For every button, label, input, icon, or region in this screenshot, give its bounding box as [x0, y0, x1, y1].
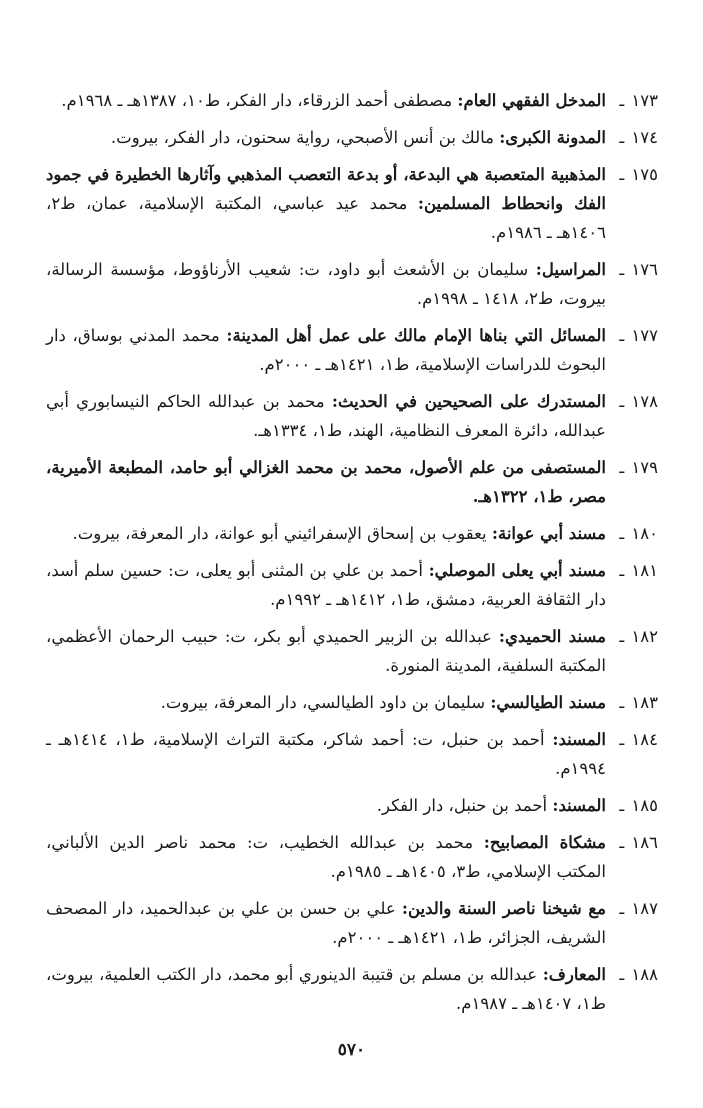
entry-title: المذهبية المتعصبة هي البدعة، أو بدعة التعصب المذهبي وآثارها الخطيرة في جمود الفك وانحطاط المسلمين:: [46, 165, 606, 213]
entry-number: ١٨٧ ـ: [619, 899, 658, 918]
bibliography-entry: [46, 688, 658, 717]
entry-details: عبدالله بن مسلم بن قتيبة الدينوري أبو محمد، دار الكتب العلمية، بيروت، ط١، ١٤٠٧هـ ـ ١٩٨٧م.: [46, 965, 606, 1013]
entry-title: مع شيخنا ناصر السنة والدين:: [401, 899, 607, 918]
entry-number: ١٧٣ ـ: [619, 91, 658, 110]
entry-number: ١٨٨ ـ: [619, 965, 658, 984]
entry-title: المسند:: [552, 796, 606, 815]
bibliography-entry: [46, 387, 658, 445]
entry-title: مسند أبي يعلى الموصلي:: [428, 561, 606, 580]
entry-number: ١٧٦ ـ: [619, 260, 658, 279]
entry-details: سليمان بن الأشعث أبو داود، ت: شعيب الأرناؤوط، مؤسسة الرسالة، بيروت، ط٢، ١٤١٨ ـ ١٩٩٨م.: [46, 260, 606, 308]
entry-number: ١٨٢ ـ: [619, 627, 658, 646]
bibliography-entry: [46, 86, 658, 115]
bibliography-entry: [46, 453, 658, 511]
entry-title: المدونة الكبرى:: [499, 128, 606, 147]
entry-details: أحمد بن حنبل، دار الفكر.: [376, 796, 548, 815]
bibliography-entry: [46, 519, 658, 548]
entry-number: ١٧٩ ـ: [619, 458, 658, 477]
bibliography-entry: [46, 622, 658, 680]
entry-details: أحمد بن علي بن المثنى أبو يعلى، ت: حسين سلم أسد، دار الثقافة العربية، دمشق، ط١، ١٤١٢هـ ـ ١٩٩٢م.: [46, 561, 606, 609]
entry-number: ١٨٥ ـ: [619, 796, 658, 815]
entry-title: المستدرك على الصحيحين في الحديث:: [331, 392, 607, 411]
bibliography-entry: [46, 556, 658, 614]
entry-number: ١٧٤ ـ: [619, 128, 658, 147]
entry-title: مشكاة المصابيح:: [483, 833, 607, 852]
entry-title: المسائل التي بناها الإمام مالك على عمل أهل المدينة:: [226, 326, 607, 345]
entry-title: المستصفى من علم الأصول، محمد بن محمد الغزالي أبو حامد، المطبعة الأميرية، مصر، ط١، ١٣٢٢هـ.: [46, 458, 606, 506]
entry-title: المراسيل:: [535, 260, 606, 279]
bibliography-entry: [46, 828, 658, 886]
bibliography-entry: [46, 894, 658, 952]
bibliography-entry: [46, 123, 658, 152]
entry-number: ١٨٣ ـ: [619, 693, 658, 712]
entry-title: المعارف:: [542, 965, 606, 984]
entry-title: مسند الحميدي:: [498, 627, 607, 646]
entry-number: ١٧٧ ـ: [619, 326, 658, 345]
entry-number: ١٧٨ ـ: [619, 392, 658, 411]
bibliography-entry: [46, 960, 658, 1018]
entry-number: ١٨٦ ـ: [619, 833, 658, 852]
entry-details: يعقوب بن إسحاق الإسفرائيني أبو عوانة، دار المعرفة، بيروت.: [72, 524, 487, 543]
bibliography-entry: [46, 725, 658, 783]
entry-details: محمد بن عبدالله الخطيب، ت: محمد ناصر الدين الألباني، المكتب الإسلامي، ط٣، ١٤٠٥هـ ـ ١٩٨٥م.: [46, 833, 606, 881]
entry-number: ١٧٥ ـ: [619, 165, 658, 184]
entry-details: محمد بن عبدالله الحاكم النيسابوري أبي عبدالله، دائرة المعرف النظامية، الهند، ط١، ١٣٣٤هـ.: [46, 392, 606, 440]
entry-number: ١٨٠ ـ: [619, 524, 658, 543]
entry-title: مسند أبي عوانة:: [491, 524, 606, 543]
entry-details: مالك بن أنس الأصبحي، رواية سحنون، دار الفكر، بيروت.: [110, 128, 494, 147]
entry-title: المسند:: [552, 730, 606, 749]
bibliography-list: [46, 86, 658, 1026]
entry-number: ١٨٤ ـ: [619, 730, 658, 749]
entry-details: مصطفى أحمد الزرقاء، دار الفكر، ط١٠، ١٣٨٧هـ ـ ١٩٦٨م.: [61, 91, 453, 110]
entry-details: علي بن حسن بن علي بن عبدالحميد، دار المصحف الشريف، الجزائر، ط١، ١٤٢١هـ ـ ٢٠٠٠م.: [46, 899, 606, 947]
entry-number: ١٨١ ـ: [619, 561, 658, 580]
entry-details: محمد المدني بوساق، دار البحوث للدراسات الإسلامية، ط١، ١٤٢١هـ ـ ٢٠٠٠م.: [46, 326, 606, 374]
entry-details: عبدالله بن الزبير الحميدي أبو بكر، ت: حبيب الرحمان الأعظمي، المكتبة السلفية، المدينة المنورة.: [46, 627, 606, 675]
entry-details: سليمان بن داود الطيالسي، دار المعرفة، بيروت.: [160, 693, 486, 712]
bibliography-entry: [46, 160, 658, 247]
page-number: ٥٧٠: [337, 1040, 366, 1060]
entry-title: مسند الطيالسي:: [490, 693, 606, 712]
bibliography-entry: [46, 791, 658, 820]
entry-details: محمد عيد عباسي، المكتبة الإسلامية، عمان، ط٢، ١٤٠٦هـ ـ ١٩٨٦م.: [46, 194, 606, 242]
entry-title: المدخل الفقهي العام:: [457, 91, 606, 110]
bibliography-entry: [46, 255, 658, 313]
entry-details: أحمد بن حنبل، ت: أحمد شاكر، مكتبة التراث الإسلامية، ط١، ١٤١٤هـ ـ ١٩٩٤م.: [46, 730, 606, 778]
bibliography-entry: [46, 321, 658, 379]
